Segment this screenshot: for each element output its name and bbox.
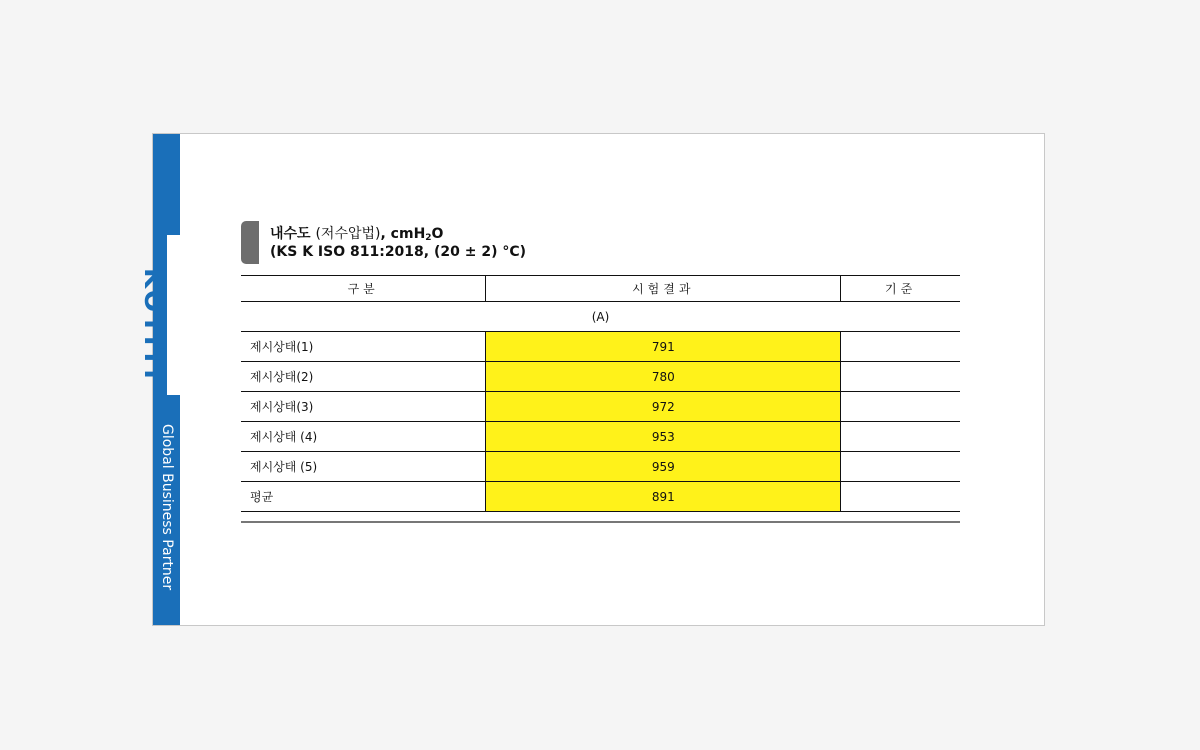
unit-row [241, 302, 960, 332]
table-row-average [241, 482, 960, 512]
title-unit-sub: 2 [425, 233, 432, 243]
row-standard [841, 482, 960, 512]
table-row [241, 422, 960, 452]
row-label: 제시상태(1) [241, 332, 486, 362]
row-label: 제시상태 (4) [241, 422, 486, 452]
table-row [241, 452, 960, 482]
table-row [241, 332, 960, 362]
row-standard [841, 392, 960, 422]
report-page [138, 133, 1045, 626]
row-label: 제시상태(3) [241, 392, 486, 422]
table-bottom-rule [241, 521, 960, 523]
title-marker [241, 221, 259, 264]
kotiti-logo: KOTITI [138, 268, 168, 382]
table-row [241, 362, 960, 392]
row-label: 제시상태(2) [241, 362, 486, 392]
row-value: 791 [486, 332, 841, 362]
row-standard [841, 362, 960, 392]
row-standard [841, 332, 960, 362]
header-standard: 기준 [841, 276, 960, 302]
row-value: 780 [486, 362, 841, 392]
logo-tab [167, 235, 209, 395]
row-label: 제시상태 (5) [241, 452, 486, 482]
row-value: 959 [486, 452, 841, 482]
table-header-row [241, 276, 960, 302]
brand-tagline: Global Business Partner [159, 424, 175, 591]
row-standard [841, 452, 960, 482]
title-method: (저수압법) [315, 226, 381, 242]
title-unit-a: , cmH [380, 226, 426, 242]
row-value: 953 [486, 422, 841, 452]
title-prefix: 내수도 [270, 226, 316, 242]
results-table [241, 275, 960, 512]
row-value: 891 [486, 482, 841, 512]
row-label: 평균 [241, 482, 486, 512]
title-unit-b: O [431, 226, 444, 242]
section-title [270, 223, 443, 243]
row-standard [841, 422, 960, 452]
table-row [241, 392, 960, 422]
header-result: 시험결과 [486, 276, 841, 302]
row-value: 972 [486, 392, 841, 422]
header-category: 구분 [241, 276, 486, 302]
section-standard: (KS K ISO 811:2018, (20 ± 2) °C) [270, 244, 527, 260]
unit-label: (A) [241, 302, 960, 332]
